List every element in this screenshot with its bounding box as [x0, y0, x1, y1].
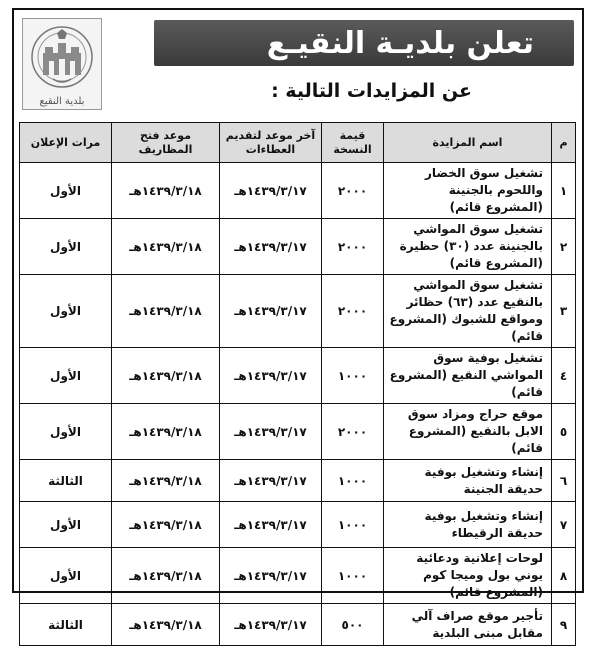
auction-name: إنشاء وتشغيل بوفية حديقة الرقيطاء	[384, 502, 552, 548]
submission-deadline: ١٤٣٩/٣/١٧هـ	[220, 604, 322, 646]
copy-price: ٥٠٠	[322, 604, 384, 646]
copy-price: ٢٠٠٠	[322, 275, 384, 348]
envelope-opening-date: ١٤٣٩/٣/١٨هـ	[112, 404, 220, 460]
envelope-opening-date: ١٤٣٩/٣/١٨هـ	[112, 502, 220, 548]
submission-deadline: ١٤٣٩/٣/١٧هـ	[220, 502, 322, 548]
submission-deadline: ١٤٣٩/٣/١٧هـ	[220, 460, 322, 502]
auction-name: تشغيل بوفية سوق المواشي النقيع (المشروع قائم)	[384, 348, 552, 404]
submission-deadline: ١٤٣٩/٣/١٧هـ	[220, 548, 322, 604]
envelope-opening-date: ١٤٣٩/٣/١٨هـ	[112, 604, 220, 646]
announcement-round: الأول	[20, 502, 112, 548]
column-header-name: اسم المزايدة	[384, 123, 552, 163]
auctions-table	[19, 122, 576, 646]
announcement-round: الأول	[20, 219, 112, 275]
logo-emblem-icon	[23, 19, 101, 95]
auctions-table-wrapper	[20, 122, 576, 646]
table-row	[20, 275, 576, 348]
copy-price: ٢٠٠٠	[322, 163, 384, 219]
submission-deadline: ١٤٣٩/٣/١٧هـ	[220, 404, 322, 460]
column-header-price: قيمة النسخة	[322, 123, 384, 163]
envelope-opening-date: ١٤٣٩/٣/١٨هـ	[112, 163, 220, 219]
row-number: ٢	[552, 219, 576, 275]
table-row	[20, 548, 576, 604]
envelope-opening-date: ١٤٣٩/٣/١٨هـ	[112, 548, 220, 604]
auction-name: لوحات إعلانية ودعائية يوني بول وميجا كوم (المشروع قائم)	[384, 548, 552, 604]
announcement-round: الأول	[20, 348, 112, 404]
row-number: ٣	[552, 275, 576, 348]
envelope-opening-date: ١٤٣٩/٣/١٨هـ	[112, 348, 220, 404]
submission-deadline: ١٤٣٩/٣/١٧هـ	[220, 348, 322, 404]
row-number: ٤	[552, 348, 576, 404]
advertisement-page	[12, 8, 584, 640]
column-header-deadline: آخر موعد لتقديم العطاءات	[220, 123, 322, 163]
submission-deadline: ١٤٣٩/٣/١٧هـ	[220, 219, 322, 275]
column-header-round: مرات الإعلان	[20, 123, 112, 163]
table-row	[20, 404, 576, 460]
announcement-round: الأول	[20, 275, 112, 348]
auction-name: موقع حراج ومزاد سوق الابل بالنقيع (المشروع قائم)	[384, 404, 552, 460]
copy-price: ١٠٠٠	[322, 548, 384, 604]
table-header-row	[20, 123, 576, 163]
envelope-opening-date: ١٤٣٩/٣/١٨هـ	[112, 219, 220, 275]
table-row	[20, 460, 576, 502]
ad-subtitle: عن المزايدات التالية :	[271, 80, 472, 102]
table-row	[20, 604, 576, 646]
announcement-round: الأول	[20, 163, 112, 219]
envelope-opening-date: ١٤٣٩/٣/١٨هـ	[112, 275, 220, 348]
announcement-round: الثالثة	[20, 604, 112, 646]
column-header-number: م	[552, 123, 576, 163]
copy-price: ٢٠٠٠	[322, 219, 384, 275]
row-number: ٦	[552, 460, 576, 502]
auction-name: تشغيل سوق المواشي بالجنينة عدد (٣٠) حظيرة (المشروع قائم)	[384, 219, 552, 275]
table-row	[20, 348, 576, 404]
announcement-round: الثالثة	[20, 460, 112, 502]
ad-header	[14, 10, 582, 118]
table-row	[20, 163, 576, 219]
auction-name: تشغيل سوق المواشي بالنقيع عدد (٦٣) حظائر ومواقع للشبوك (المشروع قائم)	[384, 275, 552, 348]
announcement-round: الأول	[20, 404, 112, 460]
submission-deadline: ١٤٣٩/٣/١٧هـ	[220, 275, 322, 348]
table-row	[20, 502, 576, 548]
copy-price: ٢٠٠٠	[322, 404, 384, 460]
auction-name: تشغيل سوق الخضار واللحوم بالجنينة (المشروع قائم)	[384, 163, 552, 219]
column-header-opening: موعد فتح المظاريف	[112, 123, 220, 163]
announcement-round: الأول	[20, 548, 112, 604]
row-number: ٨	[552, 548, 576, 604]
auction-name: إنشاء وتشغيل بوفية حديقة الجنينة	[384, 460, 552, 502]
copy-price: ١٠٠٠	[322, 460, 384, 502]
row-number: ١	[552, 163, 576, 219]
copy-price: ١٠٠٠	[322, 502, 384, 548]
logo-caption: بلدية النقيع	[39, 96, 85, 107]
row-number: ٩	[552, 604, 576, 646]
ad-title: تعلن بلديـة النقيـع	[266, 26, 534, 61]
row-number: ٥	[552, 404, 576, 460]
copy-price: ١٠٠٠	[322, 348, 384, 404]
municipality-logo	[22, 18, 102, 110]
submission-deadline: ١٤٣٩/٣/١٧هـ	[220, 163, 322, 219]
table-row	[20, 219, 576, 275]
auction-name: تأجير موقع صراف آلي مقابل مبنى البلدية	[384, 604, 552, 646]
row-number: ٧	[552, 502, 576, 548]
envelope-opening-date: ١٤٣٩/٣/١٨هـ	[112, 460, 220, 502]
